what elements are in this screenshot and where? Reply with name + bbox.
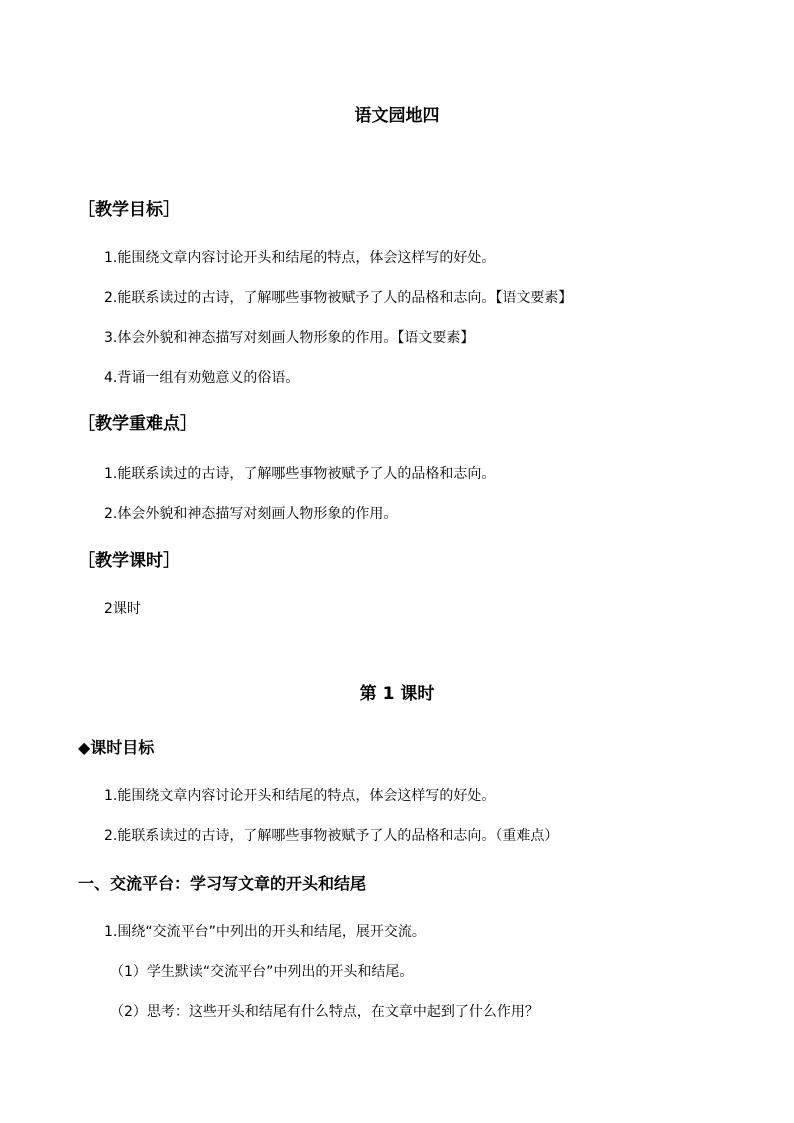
lesson-goal-item: 2.能联系读过的古诗，了解哪些事物被赋予了人的品格和志向。（重难点） bbox=[104, 828, 559, 844]
lesson-goal-heading: ◆课时目标 bbox=[78, 738, 155, 757]
key-point-item: 1.能联系读过的古诗，了解哪些事物被赋予了人的品格和志向。 bbox=[104, 466, 496, 482]
teaching-goal-item: 1.能围绕文章内容讨论开头和结尾的特点，体会这样写的好处。 bbox=[104, 250, 496, 266]
lesson-goal-item: 1.能围绕文章内容讨论开头和结尾的特点，体会这样写的好处。 bbox=[104, 788, 496, 804]
teaching-goal-item: 4.背诵一组有劝勉意义的俗语。 bbox=[104, 370, 300, 386]
teaching-goal-item: 2.能联系读过的古诗，了解哪些事物被赋予了人的品格和志向。【语文要素】 bbox=[104, 290, 573, 306]
part-item: 1.围绕“交流平台”中列出的开头和结尾，展开交流。 bbox=[104, 924, 426, 940]
teaching-goal-item: 3.体会外貌和神态描写对刻画人物形象的作用。【语文要素】 bbox=[104, 330, 475, 346]
class-hours-value: 2课时 bbox=[104, 601, 141, 617]
lesson-title: 第 1 课时 bbox=[359, 684, 435, 704]
part-subitem: （2）思考：这些开头和结尾有什么特点，在文章中起到了什么作用？ bbox=[110, 1004, 539, 1020]
section-heading-class-hours: ［教学课时］ bbox=[78, 551, 180, 571]
document-title: 语文园地四 bbox=[354, 106, 440, 126]
part-heading: 一、交流平台：学习写文章的开头和结尾 bbox=[78, 874, 367, 893]
section-heading-teaching-goals: ［教学目标］ bbox=[78, 200, 180, 220]
section-heading-key-points: ［教学重难点］ bbox=[78, 414, 197, 434]
part-subitem: （1）学生默读“交流平台”中列出的开头和结尾。 bbox=[110, 964, 414, 980]
key-point-item: 2.体会外貌和神态描写对刻画人物形象的作用。 bbox=[104, 506, 398, 522]
